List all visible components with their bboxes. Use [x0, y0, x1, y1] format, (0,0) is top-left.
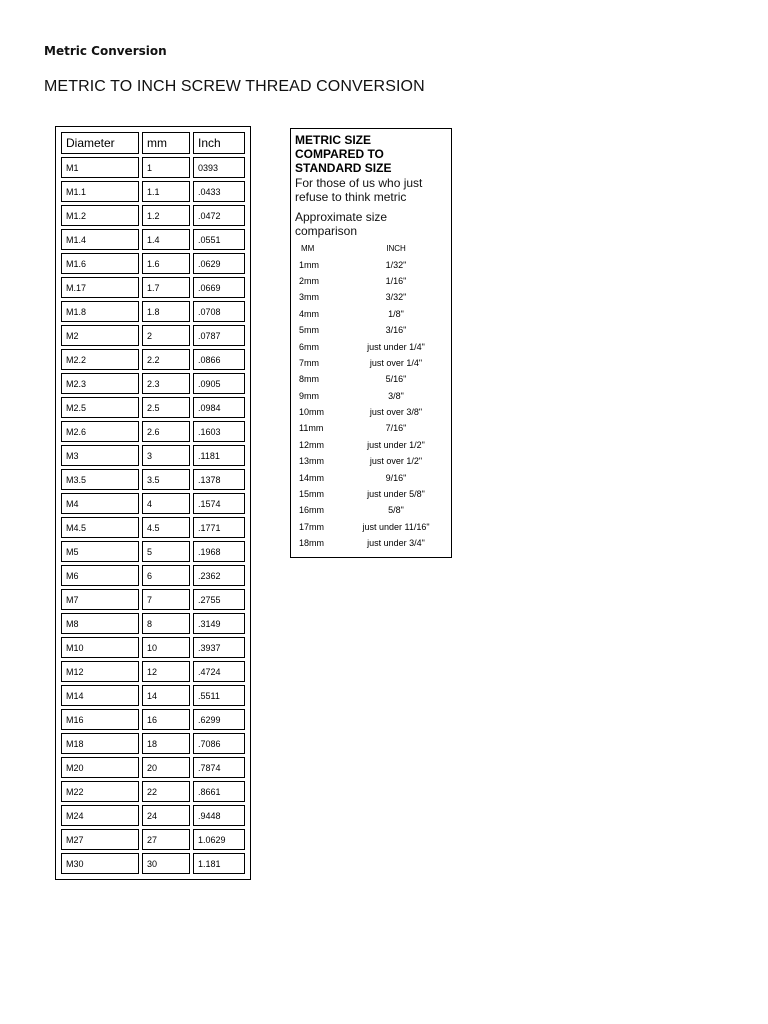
cell-inch: .0551 [193, 229, 245, 250]
cell-mm: 13mm [299, 456, 325, 467]
table-row [61, 157, 245, 178]
cell-diameter: M3 [61, 445, 139, 466]
cell-inch: .1181 [193, 445, 245, 466]
cell-mm: 3 [142, 445, 190, 466]
cell-inch: .5511 [193, 685, 245, 706]
thread-table-body [61, 157, 245, 874]
cell-mm: 2 [142, 325, 190, 346]
cell-diameter: M5 [61, 541, 139, 562]
cell-inch: .2755 [193, 589, 245, 610]
cell-inch: 7/16" [385, 423, 407, 434]
cell-diameter: M16 [61, 709, 139, 730]
cell-inch: .7874 [193, 757, 245, 778]
size-box-title-line: METRIC SIZE [295, 133, 372, 147]
cell-diameter: M1 [61, 157, 139, 178]
cell-mm: 3mm [299, 292, 319, 303]
cell-mm: 10mm [299, 407, 325, 418]
table-row [61, 229, 245, 250]
cell-inch: just over 3/8" [369, 407, 423, 418]
cell-inch: just under 3/4" [367, 538, 425, 549]
comparison-row [295, 338, 447, 354]
cell-mm: 4.5 [142, 517, 190, 538]
cell-diameter: M24 [61, 805, 139, 826]
comparison-row [295, 404, 447, 420]
table-row [61, 325, 245, 346]
comparison-row [295, 486, 447, 502]
cell-mm: 24 [142, 805, 190, 826]
cell-mm: 1.7 [142, 277, 190, 298]
cell-diameter: M2.6 [61, 421, 139, 442]
cell-diameter: M20 [61, 757, 139, 778]
table-row [61, 445, 245, 466]
table-row [61, 637, 245, 658]
comparison-row [295, 469, 447, 485]
cell-inch: 5/16" [385, 374, 407, 385]
cell-inch: just under 11/16" [362, 521, 430, 532]
cell-inch: 1/16" [385, 275, 407, 286]
cell-inch: .8661 [193, 781, 245, 802]
comparison-row [295, 420, 447, 436]
cell-diameter: M6 [61, 565, 139, 586]
cell-diameter: M30 [61, 853, 139, 874]
table-row [61, 805, 245, 826]
cell-inch: 9/16" [385, 472, 407, 483]
cell-inch: .0984 [193, 397, 245, 418]
cell-inch: .0866 [193, 349, 245, 370]
cell-inch: 1/8" [388, 308, 404, 319]
table-row [61, 541, 245, 562]
comparison-row [295, 306, 447, 322]
cell-inch: .7086 [193, 733, 245, 754]
cell-inch: 1.181 [193, 853, 245, 874]
cell-inch: just under 1/2" [367, 439, 425, 450]
cell-inch: just over 1/2" [369, 456, 423, 467]
comparison-row [295, 388, 447, 404]
cell-diameter: M2.3 [61, 373, 139, 394]
cell-inch: .4724 [193, 661, 245, 682]
table-row [61, 781, 245, 802]
comparison-row [295, 535, 447, 551]
cell-diameter: M.17 [61, 277, 139, 298]
comparison-row [295, 437, 447, 453]
cell-diameter: M14 [61, 685, 139, 706]
size-box-subtitle: Approximate size comparison [295, 210, 388, 238]
cell-mm: 4mm [299, 308, 319, 319]
cell-mm: 18mm [299, 538, 325, 549]
table-row [61, 709, 245, 730]
cell-mm: 1mm [299, 259, 319, 270]
cell-mm: 6 [142, 565, 190, 586]
size-comparison-box [290, 128, 452, 558]
comparison-header-row [295, 240, 447, 256]
cell-mm: 22 [142, 781, 190, 802]
table-row [61, 469, 245, 490]
comparison-row [295, 502, 447, 518]
cell-inch: .3149 [193, 613, 245, 634]
comparison-row [295, 355, 447, 371]
cell-inch: 1.0629 [193, 829, 245, 850]
column-header-mm: mm [142, 132, 190, 154]
cell-inch: .0433 [193, 181, 245, 202]
table-row [61, 421, 245, 442]
table-row [61, 277, 245, 298]
table-row [61, 613, 245, 634]
table-row [61, 181, 245, 202]
cell-diameter: M4.5 [61, 517, 139, 538]
column-header-inch: Inch [193, 132, 245, 154]
size-box-note: For those of us who just refuse to think metric [295, 176, 423, 204]
table-header-row [61, 132, 245, 154]
cell-inch: .0629 [193, 253, 245, 274]
cell-diameter: M1.4 [61, 229, 139, 250]
cell-diameter: M18 [61, 733, 139, 754]
cell-inch: .0708 [193, 301, 245, 322]
cell-diameter: M3.5 [61, 469, 139, 490]
cell-mm: 3.5 [142, 469, 190, 490]
cell-mm: 12 [142, 661, 190, 682]
cell-mm: 16 [142, 709, 190, 730]
table-row [61, 661, 245, 682]
page-title: METRIC TO INCH SCREW THREAD CONVERSION [44, 78, 425, 95]
cell-inch: 3/16" [385, 325, 407, 336]
cell-mm: 8mm [299, 374, 319, 385]
table-row [61, 301, 245, 322]
comparison-row [295, 256, 447, 272]
cell-mm: 2.3 [142, 373, 190, 394]
cell-diameter: M1.1 [61, 181, 139, 202]
table-row [61, 373, 245, 394]
cell-mm: 1.6 [142, 253, 190, 274]
cell-inch: just over 1/4" [369, 357, 423, 368]
cell-mm: 18 [142, 733, 190, 754]
cell-inch: 0393 [193, 157, 245, 178]
document-header: Metric Conversion [44, 44, 167, 58]
comparison-row [295, 322, 447, 338]
cell-diameter: M2 [61, 325, 139, 346]
cell-mm: 1 [142, 157, 190, 178]
cell-mm: 2mm [299, 275, 319, 286]
comparison-row [295, 453, 447, 469]
cell-mm: 16mm [299, 505, 325, 516]
cell-inch: .1574 [193, 493, 245, 514]
cell-diameter: M1.6 [61, 253, 139, 274]
cell-mm: 27 [142, 829, 190, 850]
cell-diameter: M1.8 [61, 301, 139, 322]
column-header-inch: INCH [386, 243, 406, 253]
cell-diameter: M1.2 [61, 205, 139, 226]
cell-diameter: M4 [61, 493, 139, 514]
cell-mm: 9mm [299, 390, 319, 401]
cell-mm: 12mm [299, 439, 325, 450]
cell-mm: 14 [142, 685, 190, 706]
column-header-diameter: Diameter [61, 132, 139, 154]
cell-inch: just under 1/4" [367, 341, 425, 352]
table-row [61, 349, 245, 370]
cell-inch: .3937 [193, 637, 245, 658]
size-comparison-table [295, 240, 447, 551]
column-header-mm: MM [301, 243, 315, 253]
cell-diameter: M22 [61, 781, 139, 802]
cell-mm: 5 [142, 541, 190, 562]
table-row [61, 685, 245, 706]
cell-diameter: M10 [61, 637, 139, 658]
cell-inch: .6299 [193, 709, 245, 730]
cell-mm: 2.2 [142, 349, 190, 370]
comparison-row [295, 371, 447, 387]
cell-inch: .1968 [193, 541, 245, 562]
cell-inch: .9448 [193, 805, 245, 826]
comparison-table-body [295, 256, 447, 551]
size-box-title-line: COMPARED TO [295, 147, 384, 161]
cell-mm: 5mm [299, 325, 319, 336]
cell-inch: .1771 [193, 517, 245, 538]
cell-mm: 8 [142, 613, 190, 634]
cell-inch: .1603 [193, 421, 245, 442]
table-row [61, 493, 245, 514]
cell-mm: 17mm [299, 521, 325, 532]
comparison-row [295, 289, 447, 305]
cell-diameter: M27 [61, 829, 139, 850]
cell-mm: 1.1 [142, 181, 190, 202]
cell-mm: 1.2 [142, 205, 190, 226]
cell-inch: .0905 [193, 373, 245, 394]
cell-inch: just under 5/8" [367, 489, 425, 500]
table-row [61, 733, 245, 754]
comparison-row [295, 273, 447, 289]
cell-inch: .0669 [193, 277, 245, 298]
cell-mm: 4 [142, 493, 190, 514]
cell-mm: 10 [142, 637, 190, 658]
cell-mm: 15mm [299, 489, 325, 500]
cell-diameter: M8 [61, 613, 139, 634]
table-row [61, 853, 245, 874]
comparison-row [295, 519, 447, 535]
cell-mm: 11mm [299, 423, 324, 434]
cell-mm: 14mm [299, 472, 325, 483]
cell-mm: 2.6 [142, 421, 190, 442]
cell-mm: 30 [142, 853, 190, 874]
thread-conversion-table [55, 126, 251, 880]
size-box-title-line: STANDARD SIZE [295, 161, 392, 175]
cell-mm: 2.5 [142, 397, 190, 418]
cell-inch: 5/8" [388, 505, 404, 516]
cell-inch: .1378 [193, 469, 245, 490]
cell-mm: 6mm [299, 341, 319, 352]
table-row [61, 397, 245, 418]
cell-mm: 20 [142, 757, 190, 778]
table-row [61, 253, 245, 274]
cell-diameter: M2.5 [61, 397, 139, 418]
table-row [61, 757, 245, 778]
cell-mm: 1.8 [142, 301, 190, 322]
cell-mm: 7mm [299, 357, 319, 368]
cell-diameter: M2.2 [61, 349, 139, 370]
table-row [61, 589, 245, 610]
table-row [61, 205, 245, 226]
table-row [61, 517, 245, 538]
table-row [61, 565, 245, 586]
cell-inch: .2362 [193, 565, 245, 586]
cell-mm: 7 [142, 589, 190, 610]
cell-inch: 3/32" [385, 292, 407, 303]
cell-inch: 3/8" [388, 390, 404, 401]
cell-diameter: M7 [61, 589, 139, 610]
cell-mm: 1.4 [142, 229, 190, 250]
cell-inch: .0472 [193, 205, 245, 226]
size-box-title [295, 133, 447, 175]
cell-diameter: M12 [61, 661, 139, 682]
cell-inch: .0787 [193, 325, 245, 346]
table-row [61, 829, 245, 850]
cell-inch: 1/32" [385, 259, 407, 270]
